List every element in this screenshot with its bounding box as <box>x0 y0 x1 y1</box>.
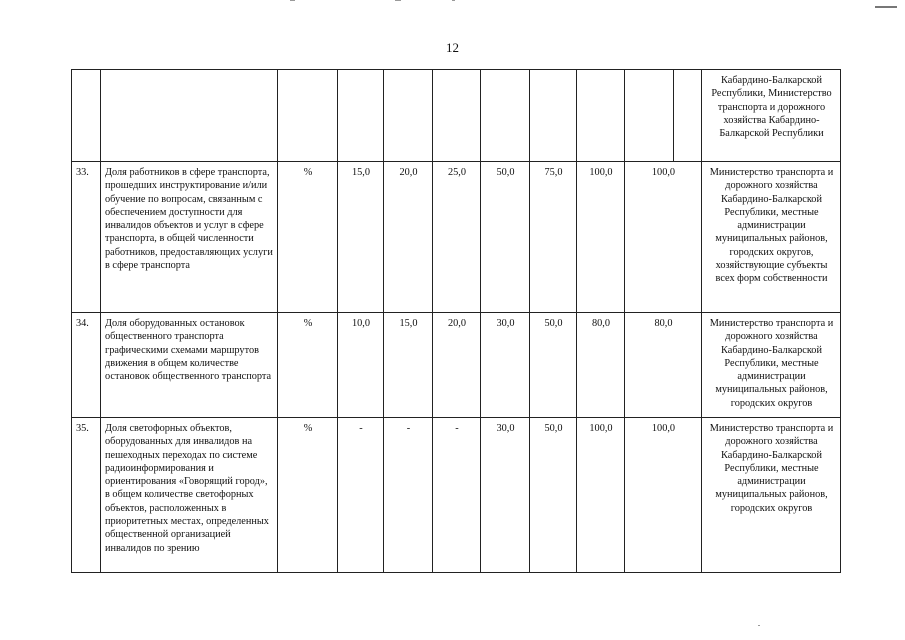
scan-artifact <box>875 6 897 8</box>
value-cell: 30,0 <box>481 313 530 418</box>
table-row <box>72 162 841 313</box>
responsible-executor: Министерство транспорта и дорожного хозяйства Кабардино-Балкарской Республики, местные администрации муниципальных районов, городских округов <box>702 418 841 573</box>
row-number <box>72 70 101 162</box>
value-cell: 15,0 <box>338 162 384 313</box>
value-cell <box>625 70 674 162</box>
value-cell: 20,0 <box>433 313 481 418</box>
value-cell: 100,0 <box>625 418 702 573</box>
value-cell <box>530 70 577 162</box>
value-cell <box>481 70 530 162</box>
value-cell <box>674 70 702 162</box>
table-row <box>72 418 841 573</box>
row-number: 33. <box>72 162 101 313</box>
value-cell: 80,0 <box>625 313 702 418</box>
row-number: 35. <box>72 418 101 573</box>
indicators-table <box>71 69 841 573</box>
scan-artifact <box>395 0 401 1</box>
value-cell: 80,0 <box>577 313 625 418</box>
table-row <box>72 70 841 162</box>
value-cell: 100,0 <box>577 162 625 313</box>
scan-artifact <box>452 0 455 1</box>
indicator-name: Доля работников в сфере транспорта, прошедших инструктирование и/или обучение по вопросам, связанным с обеспечением доступности для инвалидов объектов и услуг в сфере транспорта, в общей численности работников, предоставляющих услуги в сфере транспорта <box>101 162 278 313</box>
value-cell <box>577 70 625 162</box>
value-cell <box>384 70 433 162</box>
indicator-name: Доля оборудованных остановок общественного транспорта графическими схемами маршрутов движения в общем количестве остановок общественного транспорта <box>101 313 278 418</box>
value-cell: 10,0 <box>338 313 384 418</box>
indicator-name: Доля светофорных объектов, оборудованных для инвалидов на пешеходных переходах по системе радиоинформирования и ориентирования «Говорящий город», в общем количестве светофорных объектов, расположенных в приоритетных местах, определенных общественной организацией инвалидов по зрению <box>101 418 278 573</box>
scan-artifact <box>290 0 295 1</box>
value-cell: 30,0 <box>481 418 530 573</box>
row-number: 34. <box>72 313 101 418</box>
value-cell: 75,0 <box>530 162 577 313</box>
value-cell <box>433 70 481 162</box>
value-cell: 20,0 <box>384 162 433 313</box>
value-cell: 50,0 <box>481 162 530 313</box>
value-cell: 15,0 <box>384 313 433 418</box>
indicator-name <box>101 70 278 162</box>
value-cell: 100,0 <box>577 418 625 573</box>
value-cell: - <box>338 418 384 573</box>
responsible-executor: Кабардино-Балкарской Республики, Министерство транспорта и дорожного хозяйства Кабардино-Балкарской Республики <box>702 70 841 162</box>
responsible-executor: Министерство транспорта и дорожного хозяйства Кабардино-Балкарской Республики, местные администрации муниципальных районов, городских округов, хозяйствующие субъекты всех форм собственности <box>702 162 841 313</box>
value-cell: - <box>433 418 481 573</box>
table-row <box>72 313 841 418</box>
value-cell: 50,0 <box>530 418 577 573</box>
value-cell: 25,0 <box>433 162 481 313</box>
unit-cell: % <box>278 313 338 418</box>
unit-cell: % <box>278 162 338 313</box>
page-number: 12 <box>446 40 459 55</box>
responsible-executor: Министерство транспорта и дорожного хозяйства Кабардино-Балкарской Республики, местные администрации муниципальных районов, городских округов <box>702 313 841 418</box>
scan-artifact <box>758 625 760 626</box>
value-cell <box>338 70 384 162</box>
value-cell: 100,0 <box>625 162 702 313</box>
unit-cell <box>278 70 338 162</box>
value-cell: 50,0 <box>530 313 577 418</box>
value-cell: - <box>384 418 433 573</box>
unit-cell: % <box>278 418 338 573</box>
